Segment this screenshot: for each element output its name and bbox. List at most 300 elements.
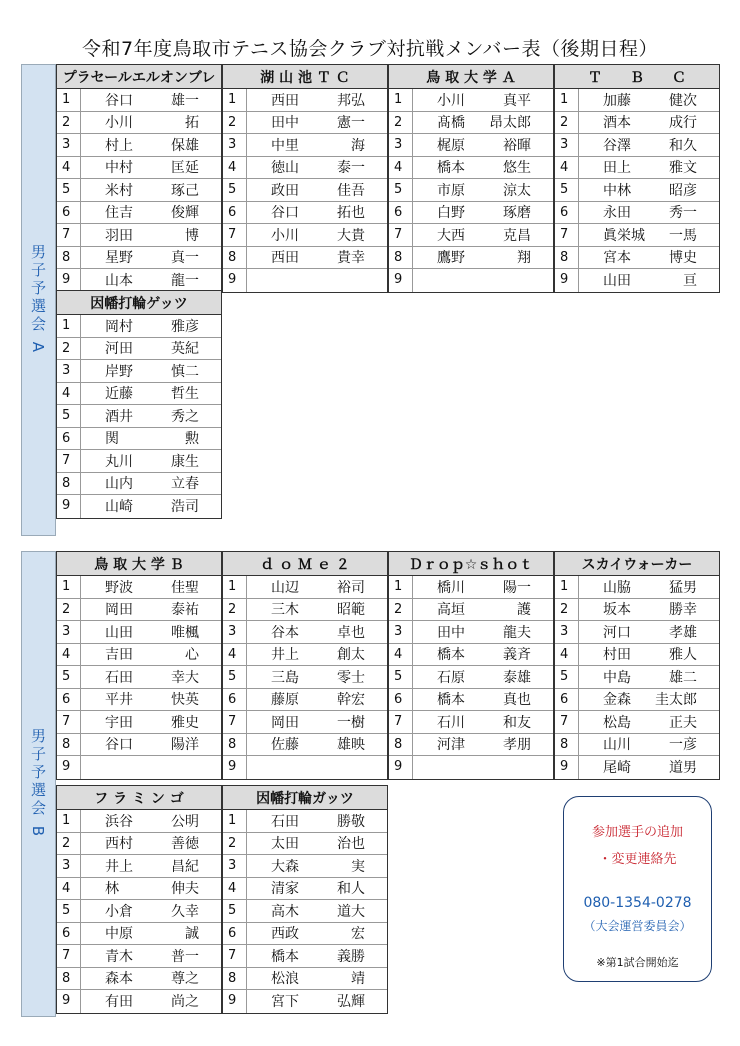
player-surname: 森本 — [105, 971, 133, 988]
player-given-name: 泰雄 — [503, 669, 531, 686]
player-number: 2 — [57, 833, 81, 855]
player-given-name: 和友 — [503, 714, 531, 731]
player-row — [223, 689, 387, 712]
team-table — [222, 785, 388, 1014]
player-name — [579, 734, 719, 756]
player-row — [389, 644, 553, 667]
player-row — [389, 224, 553, 247]
player-given-name: 猛男 — [669, 579, 697, 596]
player-row — [223, 968, 387, 991]
player-number: 5 — [57, 666, 81, 688]
player-row — [57, 383, 221, 406]
player-row — [57, 112, 221, 135]
player-surname: 石田 — [271, 813, 299, 830]
player-number: 9 — [555, 269, 579, 292]
player-surname: 井上 — [271, 647, 299, 664]
player-surname: 三木 — [271, 602, 299, 619]
player-row — [389, 179, 553, 202]
player-name — [81, 157, 221, 179]
player-row — [389, 269, 553, 292]
player-name — [81, 134, 221, 156]
player-row — [223, 202, 387, 225]
player-number: 9 — [389, 269, 413, 292]
team-table — [56, 551, 222, 780]
team-name: 因幡打輪ゲッツ — [57, 291, 221, 315]
player-name — [413, 644, 553, 666]
player-number: 2 — [389, 112, 413, 134]
team-table — [56, 785, 222, 1014]
player-number: 6 — [223, 202, 247, 224]
player-row — [555, 711, 719, 734]
player-name — [247, 666, 387, 688]
player-number: 1 — [389, 576, 413, 598]
player-surname: 村田 — [603, 647, 631, 664]
player-number: 5 — [57, 405, 81, 427]
player-surname: 橋本 — [437, 647, 465, 664]
player-given-name: 琢磨 — [503, 205, 531, 222]
player-surname: 市原 — [437, 182, 465, 199]
player-row — [57, 855, 221, 878]
player-row — [57, 900, 221, 923]
player-number: 8 — [57, 247, 81, 269]
player-surname: 藤原 — [271, 692, 299, 709]
player-given-name: 一馬 — [669, 227, 697, 244]
player-given-name: 慎二 — [171, 363, 199, 380]
player-row — [57, 810, 221, 833]
player-row — [555, 756, 719, 779]
player-surname: 井上 — [105, 858, 133, 875]
player-number: 5 — [223, 900, 247, 922]
player-number: 9 — [57, 990, 81, 1013]
player-name — [81, 756, 221, 779]
player-given-name: 泰祐 — [171, 602, 199, 619]
player-name — [81, 599, 221, 621]
player-number: 1 — [555, 89, 579, 111]
player-name — [247, 689, 387, 711]
player-given-name: 陽一 — [503, 579, 531, 596]
player-name — [579, 202, 719, 224]
player-number: 4 — [57, 644, 81, 666]
player-given-name: 陽洋 — [171, 737, 199, 754]
player-given-name: 普一 — [171, 948, 199, 965]
player-row — [223, 269, 387, 292]
player-given-name: 義斉 — [503, 647, 531, 664]
player-name — [81, 247, 221, 269]
player-row — [223, 247, 387, 270]
team-name: スカイウォーカー — [555, 552, 719, 576]
player-surname: 宮本 — [603, 250, 631, 267]
player-surname: 西村 — [105, 836, 133, 853]
player-number: 3 — [389, 134, 413, 156]
player-surname: 小川 — [437, 92, 465, 109]
player-given-name: 佳聖 — [171, 579, 199, 596]
player-number: 9 — [389, 756, 413, 779]
player-number: 4 — [57, 157, 81, 179]
player-surname: 河津 — [437, 737, 465, 754]
player-surname: 村上 — [105, 137, 133, 154]
player-surname: 中村 — [105, 160, 133, 177]
player-surname: 佐藤 — [271, 737, 299, 754]
section-b-label — [21, 551, 56, 1017]
player-row — [57, 428, 221, 451]
player-number: 4 — [57, 383, 81, 405]
player-given-name: 翔 — [517, 250, 531, 267]
player-given-name: 真一 — [171, 250, 199, 267]
contact-box — [563, 796, 712, 982]
player-row — [223, 576, 387, 599]
player-given-name: 伸夫 — [171, 881, 199, 898]
player-row — [57, 157, 221, 180]
player-given-name: 海 — [351, 137, 365, 154]
team-table — [554, 551, 720, 780]
player-row — [57, 576, 221, 599]
team-name: 因幡打輪ガッツ — [223, 786, 387, 810]
player-surname: 西政 — [271, 926, 299, 943]
player-row — [223, 644, 387, 667]
player-name — [247, 756, 387, 779]
player-number: 6 — [57, 689, 81, 711]
contact-line1: 参加選手の追加 — [591, 825, 683, 840]
player-row — [389, 599, 553, 622]
player-row — [57, 224, 221, 247]
player-row — [389, 576, 553, 599]
player-row — [57, 202, 221, 225]
player-number: 1 — [223, 89, 247, 111]
player-row — [223, 756, 387, 779]
player-name — [413, 621, 553, 643]
player-name — [579, 157, 719, 179]
player-row — [223, 855, 387, 878]
player-number: 1 — [555, 576, 579, 598]
player-number: 2 — [223, 599, 247, 621]
player-name — [413, 224, 553, 246]
player-name — [81, 878, 221, 900]
player-row — [555, 89, 719, 112]
player-row — [555, 202, 719, 225]
player-name — [247, 855, 387, 877]
player-row — [57, 968, 221, 991]
player-surname: 小川 — [105, 115, 133, 132]
player-number: 5 — [555, 179, 579, 201]
player-surname: 橋本 — [271, 948, 299, 965]
player-row — [555, 666, 719, 689]
player-surname: 山田 — [603, 273, 631, 290]
player-row — [223, 810, 387, 833]
player-row — [389, 247, 553, 270]
player-name — [81, 315, 221, 337]
player-name — [413, 112, 553, 134]
player-row — [57, 945, 221, 968]
player-row — [555, 247, 719, 270]
player-name — [81, 428, 221, 450]
player-number: 2 — [555, 112, 579, 134]
player-number: 5 — [555, 666, 579, 688]
player-given-name: 哲生 — [171, 386, 199, 403]
player-row — [57, 405, 221, 428]
player-surname: 田上 — [603, 160, 631, 177]
player-given-name: 創太 — [337, 647, 365, 664]
player-number: 6 — [389, 202, 413, 224]
player-given-name: 卓也 — [337, 624, 365, 641]
player-surname: 丸川 — [105, 453, 133, 470]
player-surname: 林 — [105, 881, 119, 898]
player-name — [247, 89, 387, 111]
player-surname: 白野 — [437, 205, 465, 222]
player-surname: 関 — [105, 431, 119, 448]
player-name — [579, 689, 719, 711]
player-row — [223, 990, 387, 1013]
player-given-name: 弘輝 — [337, 994, 365, 1011]
section-b-label-text: 男子予選会 B — [29, 728, 47, 840]
player-number: 2 — [57, 112, 81, 134]
player-number: 4 — [555, 157, 579, 179]
player-given-name: 道大 — [337, 903, 365, 920]
player-surname: 宮下 — [271, 994, 299, 1011]
player-name — [81, 112, 221, 134]
player-number: 7 — [223, 945, 247, 967]
player-name — [81, 621, 221, 643]
player-row — [555, 599, 719, 622]
player-given-name: 真平 — [503, 92, 531, 109]
player-surname: 谷澤 — [603, 137, 631, 154]
player-number: 7 — [57, 224, 81, 246]
player-surname: 三島 — [271, 669, 299, 686]
player-number: 4 — [389, 157, 413, 179]
player-surname: 谷口 — [105, 92, 133, 109]
player-surname: 岡田 — [271, 714, 299, 731]
player-name — [247, 576, 387, 598]
section-a-label — [21, 64, 56, 536]
player-number: 8 — [57, 734, 81, 756]
player-name — [247, 833, 387, 855]
player-given-name: 治也 — [337, 836, 365, 853]
player-given-name: 匡延 — [171, 160, 199, 177]
player-number: 7 — [57, 711, 81, 733]
player-row — [223, 224, 387, 247]
player-name — [81, 855, 221, 877]
player-surname: 尾崎 — [603, 760, 631, 777]
player-row — [389, 621, 553, 644]
player-surname: 吉田 — [105, 647, 133, 664]
player-name — [579, 224, 719, 246]
player-row — [57, 689, 221, 712]
player-row — [223, 134, 387, 157]
team-name: 鳥 取 大 学 Ｂ — [57, 552, 221, 576]
player-number: 6 — [57, 923, 81, 945]
player-name — [247, 247, 387, 269]
player-surname: 谷口 — [271, 205, 299, 222]
section-a-label-text: 男子予選会 A — [29, 244, 47, 356]
player-surname: 住吉 — [105, 205, 133, 222]
player-number: 8 — [223, 968, 247, 990]
player-row — [389, 711, 553, 734]
player-name — [413, 756, 553, 779]
player-row — [57, 923, 221, 946]
player-name — [579, 576, 719, 598]
player-given-name: 公明 — [171, 813, 199, 830]
player-given-name: 零士 — [337, 669, 365, 686]
player-name — [247, 157, 387, 179]
player-name — [247, 810, 387, 832]
player-row — [57, 833, 221, 856]
player-given-name: 勲 — [185, 431, 199, 448]
player-name — [413, 89, 553, 111]
player-given-name: 実 — [351, 858, 365, 875]
player-number: 3 — [223, 621, 247, 643]
player-row — [57, 247, 221, 270]
player-name — [81, 689, 221, 711]
player-row — [555, 621, 719, 644]
player-name — [579, 247, 719, 269]
player-row — [57, 360, 221, 383]
player-surname: 高垣 — [437, 602, 465, 619]
player-given-name: 雅文 — [669, 160, 697, 177]
player-given-name: 孝朋 — [503, 737, 531, 754]
player-surname: 浜谷 — [105, 813, 133, 830]
player-name — [579, 134, 719, 156]
player-number: 9 — [223, 269, 247, 292]
player-number: 1 — [223, 810, 247, 832]
player-row — [57, 644, 221, 667]
player-surname: 山脇 — [603, 579, 631, 596]
player-name — [81, 89, 221, 111]
player-name — [81, 990, 221, 1013]
player-surname: 橋本 — [437, 160, 465, 177]
player-surname: 橋本 — [437, 692, 465, 709]
player-surname: 山田 — [105, 624, 133, 641]
player-name — [247, 990, 387, 1013]
player-given-name: 昭彦 — [669, 182, 697, 199]
player-row — [389, 202, 553, 225]
player-surname: 星野 — [105, 250, 133, 267]
player-number: 1 — [57, 315, 81, 337]
player-surname: 大西 — [437, 227, 465, 244]
player-surname: 谷本 — [271, 624, 299, 641]
player-surname: 鷹野 — [437, 250, 465, 267]
player-given-name: 誠 — [185, 926, 199, 943]
player-surname: 中島 — [603, 669, 631, 686]
player-name — [81, 923, 221, 945]
player-surname: 山本 — [105, 273, 133, 290]
player-name — [579, 644, 719, 666]
player-given-name: 快英 — [171, 692, 199, 709]
team-table — [388, 64, 554, 293]
player-name — [247, 112, 387, 134]
player-number: 7 — [223, 224, 247, 246]
player-surname: 山辺 — [271, 579, 299, 596]
player-given-name: 邦弘 — [337, 92, 365, 109]
player-name — [247, 134, 387, 156]
player-surname: 西田 — [271, 92, 299, 109]
player-number: 2 — [57, 338, 81, 360]
player-surname: 松浪 — [271, 971, 299, 988]
player-number: 3 — [555, 134, 579, 156]
player-number: 6 — [555, 202, 579, 224]
player-surname: 山崎 — [105, 499, 133, 516]
player-number: 3 — [223, 134, 247, 156]
player-name — [81, 405, 221, 427]
player-number: 3 — [57, 360, 81, 382]
player-row — [223, 945, 387, 968]
player-surname: 宇田 — [105, 714, 133, 731]
player-name — [247, 945, 387, 967]
team-name: 湖 山 池 Ｔ Ｃ — [223, 65, 387, 89]
player-surname: 政田 — [271, 182, 299, 199]
contact-phone: 080-1354-0278 — [583, 895, 692, 911]
player-number: 9 — [555, 756, 579, 779]
player-name — [579, 599, 719, 621]
player-number: 4 — [555, 644, 579, 666]
player-row — [223, 833, 387, 856]
player-name — [413, 179, 553, 201]
player-number: 5 — [223, 179, 247, 201]
player-row — [223, 179, 387, 202]
player-given-name: 立春 — [171, 476, 199, 493]
player-row — [389, 157, 553, 180]
player-name — [81, 810, 221, 832]
player-row — [57, 878, 221, 901]
player-number: 4 — [223, 644, 247, 666]
player-row — [389, 134, 553, 157]
player-surname: 松島 — [603, 714, 631, 731]
player-given-name: 龍夫 — [503, 624, 531, 641]
player-surname: 中里 — [271, 137, 299, 154]
player-row — [555, 224, 719, 247]
player-row — [57, 269, 221, 292]
player-name — [81, 900, 221, 922]
player-given-name: 雅彦 — [171, 318, 199, 335]
player-row — [57, 495, 221, 518]
player-name — [247, 621, 387, 643]
player-name — [579, 711, 719, 733]
player-name — [247, 900, 387, 922]
player-number: 6 — [223, 689, 247, 711]
player-given-name: 昭範 — [337, 602, 365, 619]
player-given-name: 貴幸 — [337, 250, 365, 267]
player-name — [247, 644, 387, 666]
team-table — [554, 64, 720, 293]
contact-line2: ・変更連絡先 — [598, 852, 677, 867]
player-name — [81, 224, 221, 246]
player-given-name: 佳吾 — [337, 182, 365, 199]
player-name — [247, 202, 387, 224]
player-row — [223, 923, 387, 946]
player-given-name: 亘 — [683, 273, 697, 290]
player-number: 2 — [389, 599, 413, 621]
player-surname: 山川 — [603, 737, 631, 754]
player-number: 6 — [57, 428, 81, 450]
player-name — [81, 945, 221, 967]
player-number: 1 — [57, 89, 81, 111]
player-name — [413, 134, 553, 156]
player-surname: 田中 — [437, 624, 465, 641]
player-row — [555, 269, 719, 292]
player-given-name: 圭太郎 — [655, 692, 697, 709]
player-name — [247, 599, 387, 621]
player-number: 8 — [57, 968, 81, 990]
player-name — [247, 269, 387, 292]
player-name — [413, 689, 553, 711]
player-surname: 岸野 — [105, 363, 133, 380]
player-surname: 有田 — [105, 994, 133, 1011]
player-given-name: 義勝 — [337, 948, 365, 965]
player-row — [223, 900, 387, 923]
player-row — [57, 599, 221, 622]
player-surname: 永田 — [603, 205, 631, 222]
team-name: 鳥 取 大 学 Ａ — [389, 65, 553, 89]
player-surname: 野波 — [105, 579, 133, 596]
player-number: 5 — [389, 179, 413, 201]
